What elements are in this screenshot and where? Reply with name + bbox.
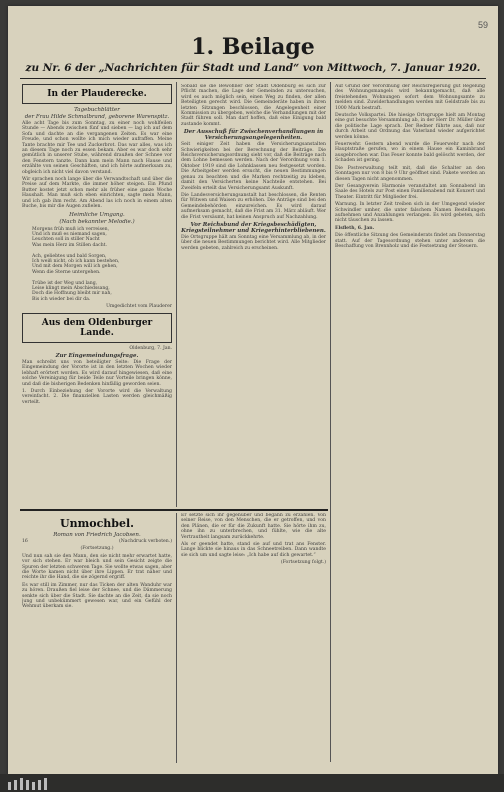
article-text: Deutsche Volkspartei. Die hiesige Ortsgruppe hielt am Montag eine gut besuchte Versammlung ab, in der Herr Dr. Müller über die politische Lage sprach. Der Redner führte aus, daß nur durch Arbeit und Ordnung das Vaterland wieder aufgerichtet werden könne. (335, 113, 485, 140)
header-rule (20, 78, 486, 79)
article-text: Die Ortsgruppe hält am Sonntag eine Versammlung ab, in der über die neuen Bestimmungen berichtet wird. Alle Mitglieder werden gebeten, zahlreich zu erscheinen. (181, 234, 326, 251)
section-subheading: Tagebuchblätter (74, 107, 120, 113)
poem-line: Ich weiß nicht, ob ich kann bestehen, (32, 258, 120, 264)
poem-subtitle: (Nach bekannter Melodie.) (59, 218, 135, 225)
section-heading: In der Plauderecke. (47, 89, 147, 99)
article-text: Die Postverwaltung teilt mit, daß die Schalter an den Sonntagen nur von 8 bis 9 Uhr geöffnet sind. Pakete werden an diesen Tagen nicht angenommen. (335, 165, 485, 182)
column-divider (176, 82, 177, 507)
feuilleton-rule (20, 509, 328, 511)
poem-line: Doch die Hoffnung bleibt mir nah, (32, 291, 112, 297)
page-subtitle: zu Nr. 6 der „Nachrichten für Stadt und Land“ von Mittwoch, 7. Januar 1920. (25, 62, 481, 74)
poem-title: Heimliche Umgang. (69, 211, 125, 218)
section-subheading: der Frau Hilde Schmalbrand, geborene Warenspitz. (24, 114, 170, 120)
article-text: Alle acht Tage bis zum Sonntag, zu einer noch wohlfeilen Stunde — Abends zwischen fünf und sieben — lag ich auf dem Sofa und dachte an die vergangenen Zeiten. Es war eine Freude, und schon wollte ich mich wieder aufraffen. Meine Tante brachte mir Tee und Zuckerbrot. Das war alles, was ich an diesem Tage noch zu essen bekam. Aber es war doch sehr gemütlich in unserer Stube, während draußen der Schnee vor den Fenstern tanzte. Dann kam mein Mann nach Hause und erzählte von seinen Geschäften, und ich hörte aufmerksam zu, obgleich ich nicht viel davon verstand. (22, 121, 172, 175)
article-text: Der Gesangverein Harmonie veranstaltet am Sonnabend im Saale des Hotels zur Post einen Familienabend mit Konzert und Theater. Eintritt für Mitglieder frei. (335, 183, 485, 200)
article-text: Man schreibt uns von beteiligter Seite: Die Frage der Eingemeindung der Vororte ist in den letzten Wochen wieder lebhaft erörtert worden. Es wird darauf hingewiesen, daß eine solche Vereinigung für beide Teile nur Vorteile bringen könne, und daß die bisherigen Bedenken hinfällig geworden seien. (22, 360, 172, 387)
poem-line: Bis ich wieder bei dir da. (32, 296, 91, 302)
novel-text: Und nun sah sie den Mann, den sie nicht mehr erwartet hatte, vor sich stehen. Er war bleich und sein Gesicht zeigte die Spuren der letzten schweren Tage. Sie wollte etwas sagen, aber die Worte kamen nicht über ihre Lippen. Er trat näher und reichte ihr die Hand, die sie zögernd ergriff. (22, 553, 172, 581)
news-box (22, 313, 172, 343)
plauderecke-box (22, 84, 172, 104)
article-text: 1. Durch Einbeziehung der Vororte wird die Verwaltung vereinfacht. 2. Die finanziellen Lasten werden gleichmäßig verteilt. (22, 389, 172, 405)
novel-text: Als er geendet hatte, stand sie auf und trat ans Fenster. Lange blickte sie hinaus in das Schneetreiben. Dann wandte sie sich um und sagte leise: „Ich habe auf dich gewartet.“ (181, 542, 326, 558)
continuation-note: (Fortsetzung.) (80, 546, 114, 552)
section-subheading: Vor Reichsbund der Kriegsbeschädigten, Kriegsteilnehmer und Kriegerhinterbliebenen. (181, 221, 326, 234)
dateline: Oldenburg, 7. Jan. (129, 345, 172, 351)
column-divider (176, 513, 177, 763)
article-text: Feuerwehr. Gestern abend wurde die Feuerwehr nach der Hauptstraße gerufen, wo in einem Hause ein Kaminbrand ausgebrochen war. Das Feuer konnte bald gelöscht werden, der Schaden ist gering. (335, 142, 485, 164)
article-text: Wir sprachen noch lange über die Verwandtschaft und über die Preise auf dem Markte, die immer höher steigen. Ein Pfund Butter kostet jetzt schon mehr als früher eine ganze Woche Haushalt. Man muß sich eben einrichten, sagte mein Mann, und ich gab ihm recht. Am Abend las ich noch in einem alten Buche, bis mir die Augen zufielen. (22, 177, 172, 210)
feuilleton-right (181, 513, 326, 763)
poem-line: Und mit dem Morgen will ich gehen, (32, 264, 118, 270)
article-text: Die öffentliche Sitzung des Gemeinderats findet am Donnerstag statt. Auf der Tagesordnung stehen unter anderem die Beschaffung von Brennholz und die Festsetzung der Steuern. (335, 233, 485, 249)
continuation-note: (Fortsetzung folgt.) (280, 560, 326, 566)
poem-line: Und ich muß es niemand sagen, (32, 231, 107, 237)
novel-title: Unmochbel. (60, 517, 134, 530)
page-number: 59 (477, 20, 488, 30)
article-text: Auf Grund der Verordnung der Reichsregierung gut Regelung des Wohnungsmangels wird bekanntgemacht, daß alle freistehenden Wohnungen sofort dem Wohnungsamte zu melden sind. Zuwiderhandlungen werden mit Geldstrafe bis zu 1000 Mark bestraft. (335, 84, 485, 111)
novel-meta (22, 539, 172, 544)
newspaper-page (8, 6, 498, 774)
scan-footer-bar (0, 774, 504, 792)
library-logo-icon (6, 776, 66, 790)
poem (32, 227, 172, 303)
section-subheading: Zur Eingemeindungsfrage. (55, 353, 139, 359)
article-text: Sobald sie die Bewohner der Stadt Oldenburg es sich zur Pflicht machen, die Lage der Gemeinden zu untersuchen, wird es auch möglich sein, einen Weg zu finden, der allen Beteiligten gerecht wird. Die Gemeinderäte haben in ihren letzten Sitzungen beschlossen, die Angelegenheit einer Kommission zu übergeben, welche die Verhandlungen mit der Stadt führen soll. Man darf hoffen, daß eine Einigung bald zustande kommt. (181, 84, 326, 127)
poem-line: Leise klingt mein Abschiedssang, (32, 285, 110, 291)
feuilleton-left (22, 513, 172, 763)
poem-line: Morgens früh muß ich verreisen, (32, 226, 110, 232)
novel-text: Es war still im Zimmer, nur das Ticken der alten Wanduhr war zu hören. Draußen fiel leise der Schnee, und die Dämmerung senkte sich über die Stadt. Sie dachte an die Zeit, da sie noch jung und unbekümmert gewesen war, und ein Gefühl der Wehmut überkam sie. (22, 582, 172, 610)
page-title: 1. Beilage (191, 34, 315, 60)
column-plauderecke (22, 84, 172, 507)
poem-line: Wenn die Sterne untergehen. (32, 269, 101, 275)
article-text: Warnung. In letzter Zeit treiben sich in der Umgegend wieder Schwindler umher, die unter falschem Namen Bestellungen aufnehmen und Anzahlungen verlangen. Es wird gebeten, sich nicht täuschen zu lassen. (335, 202, 485, 224)
poem-line: Ach, geliebtes und bald Sorgen, (32, 253, 107, 259)
reprint-note: (Nachdruck verboten.) (119, 539, 172, 544)
poem-line: Leuchten soll in stiller Nacht (32, 237, 100, 243)
column-right (335, 84, 485, 762)
dateline: Elsfleth, 6. Jan. (335, 225, 375, 231)
article-text: Seit einiger Zeit haben die Versicherungsanstalten Schwierigkeiten bei der Berechnung der Beiträge. Die Reichsversicherungsordnung sieht vor, daß die Beiträge nach dem Lohne bemessen werden. Nach der Verordnung vom 1. Oktober 1919 sind die Lohnklassen neu festgesetzt worden. Die Arbeitgeber werden ersucht, die neuen Bestimmungen genau zu beachten und die Marken rechtzeitig zu kleben, damit den Versicherten keine Nachteile entstehen. Bei Zweifeln erteilt das Versicherungsamt Auskunft. (181, 142, 326, 191)
poem-signature: Umgedichtet vom Plauderer (106, 304, 172, 310)
novel-text: Er setzte sich ihr gegenüber und begann zu erzählen. Von seiner Reise, von den Menschen, die er getroffen, und von den Plänen, die er für die Zukunft hatte. Sie hörte ihm zu, ohne ihn zu unterbrechen, und fühlte, wie die alte Vertrautheit langsam zurückkehrte. (181, 513, 326, 540)
novel-byline: Roman von Friedrich Jacobsen. (53, 532, 141, 538)
section-heading: Aus dem Oldenburger Lande. (41, 317, 153, 338)
poem-line: Was mein Herz im Stillen dacht. (32, 242, 107, 248)
column-divider (330, 82, 331, 762)
installment-number: 16 (22, 539, 28, 544)
article-text: Die Landesversicherungsanstalt hat beschlossen, die Renten für Witwen und Waisen zu erhöhen. Die Anträge sind bei den Gemeindebehörden einzureichen. Es wird darauf aufmerksam gemacht, daß die Frist am 31. März abläuft. Wer die Frist versäumt, hat keinen Anspruch auf Nachzahlung. (181, 192, 326, 220)
section-subheading: Der Ausschuß für Zwischenverhandlungen in Versicherungsangelegenheiten. (183, 129, 324, 142)
column-middle (181, 84, 326, 507)
poem-line: Trübe ist der Weg und lang, (32, 280, 98, 286)
